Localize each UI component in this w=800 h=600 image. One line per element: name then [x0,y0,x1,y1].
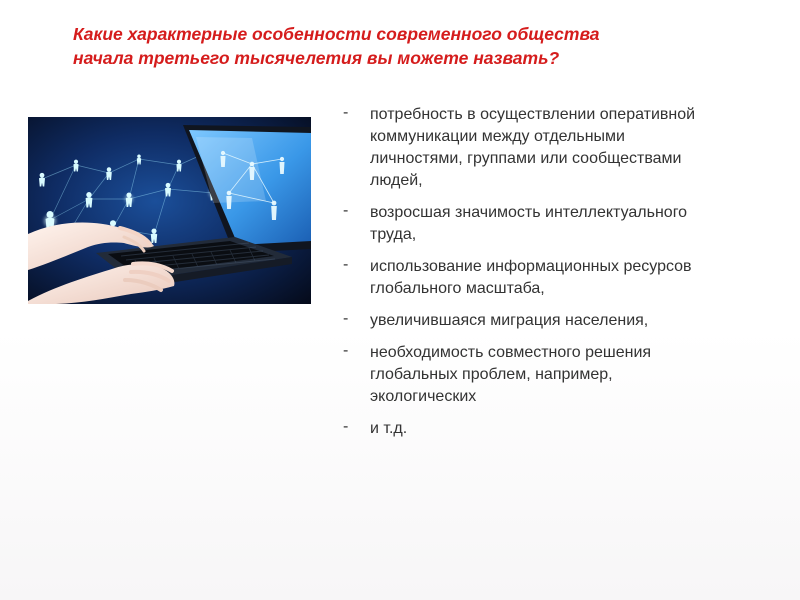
list-item [343,418,783,440]
bullet-marker: - [343,104,349,121]
list-item-line: возросшая значимость интеллектуального [370,204,688,221]
list-item-line: необходимость совместного решения [370,344,652,361]
list-item-line: труда, [370,226,417,243]
list-item-text [370,342,783,408]
slide-title [73,22,713,70]
list-item-text [370,202,783,246]
slide-title-line-2: начала третьего тысячелетия вы можете назвать? [73,48,560,68]
list-item [343,202,783,246]
list-item-line: потребность в осуществлении оперативной [370,106,696,123]
list-item-line: глобального масштаба, [370,280,545,297]
bullet-marker: - [343,256,349,273]
laptop-network-image [28,117,311,304]
list-item-line: глобальных проблем, например, [370,366,613,383]
list-item [343,104,783,192]
list-item-text [370,104,783,192]
list-item-line: людей, [370,172,423,189]
bullet-marker: - [343,202,349,219]
list-item-line: и т.д. [370,420,408,437]
bullet-marker: - [343,310,349,327]
list-item-line: коммуникации между отдельными [370,128,625,145]
list-item-line: личностями, группами или сообществами [370,150,682,167]
list-item-text [370,418,783,440]
bullet-marker: - [343,418,349,435]
list-item-text [370,256,783,300]
list-item [343,310,783,332]
list-item-line: экологических [370,388,477,405]
list-item-text [370,310,783,332]
list-item [343,342,783,408]
slide-title-line-1: Какие характерные особенности современного общества [73,24,600,44]
bullet-marker: - [343,342,349,359]
list-item [343,256,783,300]
laptop-network-svg [28,117,311,304]
list-item-line: увеличившаяся миграция населения, [370,312,649,329]
features-list [343,104,783,450]
list-item-line: использование информационных ресурсов [370,258,692,275]
